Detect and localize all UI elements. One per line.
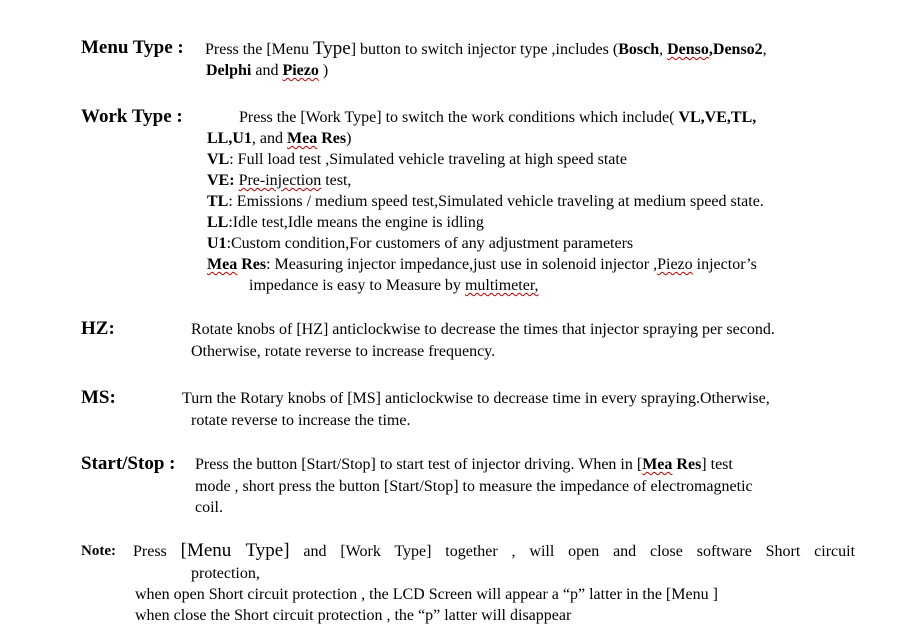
menu-type-heading: Menu Type :	[81, 37, 184, 58]
note-line-2: protection,	[191, 565, 260, 582]
ms-line-1: Turn the Rotary knobs of [MS] anticlockwise to decrease time in every spraying.Otherwise,	[182, 390, 770, 407]
ms-heading: MS:	[81, 387, 116, 408]
note-line-1: Press [Menu Type] and [Work Type] together , will open and close software Short circuit	[133, 540, 856, 561]
start-stop-line-1: Press the button [Start/Stop] to start test of injector driving. When in [Mea Res] test	[195, 456, 733, 473]
work-type-heading: Work Type :	[81, 106, 183, 127]
ms-line-2: rotate reverse to increase the time.	[191, 412, 411, 429]
work-ll-line: LL:Idle test,Idle means the engine is idling	[207, 214, 484, 231]
note-heading: Note:	[81, 543, 116, 559]
work-mea-res-line-2: impedance is easy to Measure by multimeter,	[249, 277, 539, 294]
work-type-line-1: Press the [Work Type] to switch the work conditions which include( VL,VE,TL,	[239, 109, 757, 126]
hz-heading: HZ:	[81, 318, 115, 339]
hz-line-2: Otherwise, rotate reverse to increase frequency.	[191, 343, 496, 360]
start-stop-line-3: coil.	[195, 499, 223, 516]
start-stop-line-2: mode , short press the button [Start/Stop] to measure the impedance of electromagnetic	[195, 478, 753, 495]
work-mea-res-line: Mea Res: Measuring injector impedance,just use in solenoid injector ,Piezo injector’s	[207, 256, 757, 273]
work-tl-line: TL: Emissions / medium speed test,Simulated vehicle traveling at medium speed state.	[207, 193, 764, 210]
work-type-line-2: LL,U1, and Mea Res)	[207, 130, 352, 147]
work-vl-line: VL: Full load test ,Simulated vehicle traveling at high speed state	[207, 151, 627, 168]
start-stop-heading: Start/Stop :	[81, 453, 176, 474]
note-line-3: when open Short circuit protection , the LCD Screen will appear a “p” latter in the [Menu ]	[135, 586, 718, 603]
note-line-4: when close the Short circuit protection , the “p” latter will disappear	[135, 607, 572, 624]
menu-type-line-2: Delphi and Piezo )	[206, 62, 329, 79]
work-u1-line: U1:Custom condition,For customers of any adjustment parameters	[207, 235, 634, 252]
hz-line-1: Rotate knobs of [HZ] anticlockwise to decrease the times that injector spraying per second.	[191, 321, 775, 338]
menu-type-line-1: Press the [Menu Type] button to switch injector type ,includes (Bosch, Denso,Denso2,	[205, 38, 767, 59]
work-ve-line: VE: Pre-injection test,	[207, 172, 352, 189]
